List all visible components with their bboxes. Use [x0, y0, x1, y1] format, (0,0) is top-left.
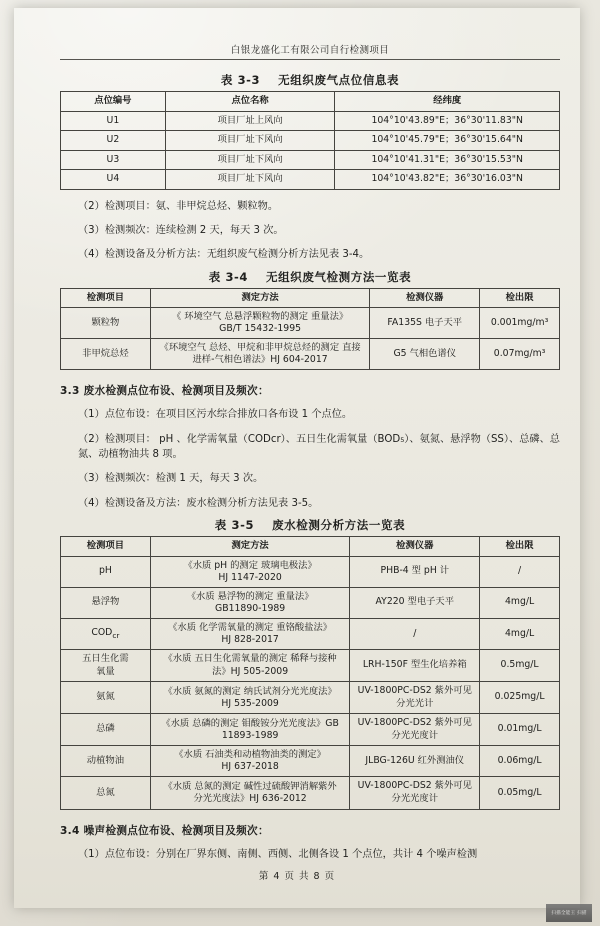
cell: 《水质 化学需氧量的测定 重铬酸盐法》 HJ 828-2017 — [150, 618, 350, 649]
cell: 《水质 总氮的测定 碱性过硫酸钾消解紫外 分光光度法》HJ 636-2012 — [150, 777, 350, 809]
table-34-col-1: 测定方法 — [150, 288, 370, 308]
cell: 项目厂址上风向 — [165, 111, 335, 131]
section-33-para-2: （2）检测项目： pH 、化学需氧量（CODcr）、五日生化需氧量（BOD₅）、氨氮、悬浮物（SS）、总磷、总氮、动植物油共 8 项。 — [78, 433, 560, 461]
cell: 总磷 — [61, 714, 151, 746]
table-row — [61, 339, 560, 370]
table-row — [61, 556, 560, 587]
table-row — [61, 777, 560, 809]
table-row — [61, 111, 560, 131]
cell: 项目厂址下风向 — [165, 131, 335, 151]
section-33-para-4: （4）检测设备及方法：废水检测分析方法见表 3-5。 — [78, 497, 319, 509]
note-after-33-3: （4）检测设备及分析方法：无组织废气检测分析方法见表 3-4。 — [78, 249, 370, 261]
cell: 0.01mg/L — [480, 714, 560, 746]
cell: 动植物油 — [61, 746, 151, 777]
cell: AY220 型电子天平 — [350, 587, 480, 618]
section-33-para-3: （3）检测频次：检测 1 天，每天 3 次。 — [78, 473, 264, 485]
header-rule — [60, 59, 560, 60]
cell: U2 — [61, 131, 166, 151]
cell: 总氮 — [61, 777, 151, 809]
table-34-title — [60, 269, 560, 285]
cell: LRH-150F 型生化培养箱 — [350, 649, 480, 681]
table-35-title — [60, 517, 560, 533]
cell: 0.025mg/L — [480, 682, 560, 714]
table-35-col-1: 测定方法 — [150, 536, 350, 556]
table-row — [61, 682, 560, 714]
cell: 项目厂址下风向 — [165, 150, 335, 170]
cell: $COD_{cr}$ — [61, 618, 151, 649]
table-34-title-main: 无组织废气检测方法一览表 — [266, 269, 412, 284]
cell: FA135S 电子天平 — [370, 308, 480, 339]
table-row — [61, 92, 560, 112]
cell: 104°10'41.31"E；36°30'15.53"N — [335, 150, 560, 170]
table-35-col-3: 检出限 — [480, 536, 560, 556]
cell: 104°10'43.89"E；36°30'11.83"N — [335, 111, 560, 131]
cell: 《水质 pH 的测定 玻璃电极法》 HJ 1147-2020 — [150, 556, 350, 587]
cell: 104°10'43.82"E；36°30'16.03"N — [335, 170, 560, 190]
page-content — [60, 42, 560, 862]
cell: / — [480, 556, 560, 587]
paper-sheet — [14, 8, 580, 908]
section-34-heading: 3.4 噪声检测点位布设、检测项目及频次： — [60, 824, 269, 837]
table-35-col-2: 检测仪器 — [350, 536, 480, 556]
note-after-33-1: （2）检测项目：氨、非甲烷总烃、颗粒物。 — [78, 200, 279, 212]
table-35 — [60, 536, 560, 810]
table-row — [61, 649, 560, 681]
table-33-title-main: 无组织废气点位信息表 — [278, 73, 400, 87]
table-row — [61, 288, 560, 308]
page-footer: 第 4 页 共 8 页 — [258, 871, 336, 882]
table-34-col-2: 检测仪器 — [370, 288, 480, 308]
cell: 《水质 悬浮物的测定 重量法》 GB11890-1989 — [150, 587, 350, 618]
cell: 0.06mg/L — [480, 746, 560, 777]
cell: JLBG-126U 红外测油仪 — [350, 746, 480, 777]
table-row — [61, 131, 560, 151]
cell: 104°10'45.79"E；36°30'15.64"N — [335, 131, 560, 151]
cell: 悬浮物 — [61, 587, 151, 618]
section-33-heading: 3.3 废水检测点位布设、检测项目及频次： — [60, 385, 269, 398]
section-34-para-1: （1）点位布设：分别在厂界东侧、南侧、西侧、北侧各设 1 个点位，共计 4 个噪声检测 — [78, 848, 478, 860]
table-33-title — [60, 72, 560, 88]
table-35-col-0: 检测项目 — [61, 536, 151, 556]
cell: 五日生化需 氧量 — [61, 649, 151, 681]
cell: UV-1800PC-DS2 紫外可见 分光光度计 — [350, 777, 480, 809]
cell: 氨氮 — [61, 682, 151, 714]
cell: 4mg/L — [480, 587, 560, 618]
cell: UV-1800PC-DS2 紫外可见 分光光度计 — [350, 714, 480, 746]
cell: UV-1800PC-DS2 紫外可见 分光光计 — [350, 682, 480, 714]
cell: 0.5mg/L — [480, 649, 560, 681]
table-33-col-0: 点位编号 — [61, 92, 166, 112]
cell: PHB-4 型 pH 计 — [350, 556, 480, 587]
table-row — [61, 308, 560, 339]
table-34 — [60, 288, 560, 371]
table-33-col-2: 经纬度 — [335, 92, 560, 112]
cell: U1 — [61, 111, 166, 131]
cell: / — [350, 618, 480, 649]
section-33-para-1: （1）点位布设：在项目区污水综合排放口各布设 1 个点位。 — [78, 409, 353, 421]
table-34-col-3: 检出限 — [480, 288, 560, 308]
cell: 0.05mg/L — [480, 777, 560, 809]
table-row — [61, 536, 560, 556]
cell: 《水质 五日生化需氧量的测定 稀释与接种 法》HJ 505-2009 — [150, 649, 350, 681]
table-33-title-prefix: 表 3-3 — [220, 73, 261, 87]
cell: 项目厂址下风向 — [165, 170, 335, 190]
table-row — [61, 618, 560, 649]
cell: 《 环境空气 总悬浮颗粒物的测定 重量法》 GB/T 15432-1995 — [150, 308, 370, 339]
cell: U3 — [61, 150, 166, 170]
cell: 0.07mg/m³ — [480, 339, 560, 370]
table-row — [61, 150, 560, 170]
table-row — [61, 714, 560, 746]
cell: 0.001mg/m³ — [480, 308, 560, 339]
page-header: 白银龙盛化工有限公司自行检测项目 — [230, 45, 390, 56]
scanner-watermark: 扫描全能王 扫描 — [546, 904, 592, 922]
table-35-title-main: 废水检测分析方法一览表 — [272, 517, 406, 532]
table-35-title-prefix: 表 3-5 — [214, 517, 255, 532]
cell: U4 — [61, 170, 166, 190]
cell: 《水质 石油类和动植物油类的测定》 HJ 637-2018 — [150, 746, 350, 777]
cell: 《水质 总磷的测定 钼酸铵分光光度法》GB 11893-1989 — [150, 714, 350, 746]
table-34-title-prefix: 表 3-4 — [208, 269, 249, 284]
cell: 非甲烷总烃 — [61, 339, 151, 370]
note-after-33-2: （3）检测频次：连续检测 2 天，每天 3 次。 — [78, 225, 284, 237]
table-row — [61, 170, 560, 190]
cell: G5 气相色谱仪 — [370, 339, 480, 370]
cell: 颗粒物 — [61, 308, 151, 339]
table-33-col-1: 点位名称 — [165, 92, 335, 112]
cell: 《水质 氨氮的测定 纳氏试剂分光光度法》 HJ 535-2009 — [150, 682, 350, 714]
table-row — [61, 587, 560, 618]
cell: 4mg/L — [480, 618, 560, 649]
table-33 — [60, 91, 560, 190]
cell: pH — [61, 556, 151, 587]
table-row — [61, 746, 560, 777]
cell: 《环境空气 总烃、甲烷和非甲烷总烃的测定 直接 进样-气相色谱法》HJ 604-2017 — [150, 339, 370, 370]
table-34-col-0: 检测项目 — [61, 288, 151, 308]
